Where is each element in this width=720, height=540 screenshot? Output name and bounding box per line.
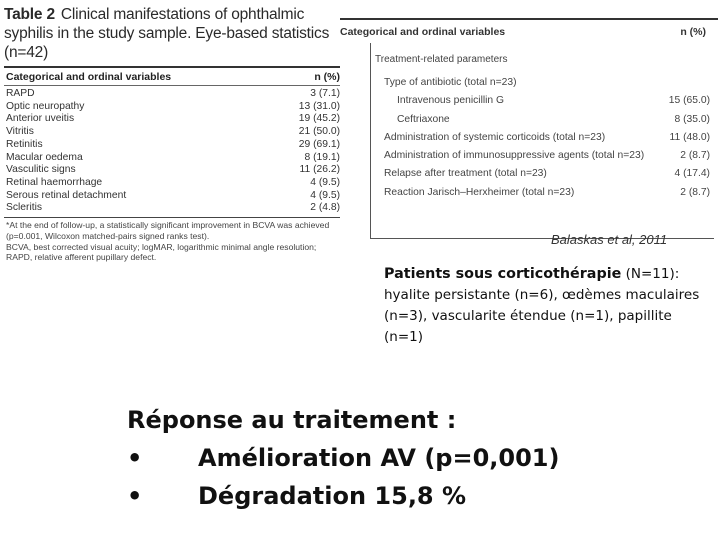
row-value — [656, 74, 710, 92]
row-label: Scleritis — [6, 202, 43, 214]
row-label: Reaction Jarisch–Herxheimer (total n=23) — [384, 186, 575, 198]
table-row — [4, 177, 340, 190]
table-row — [4, 152, 340, 165]
list-item — [127, 439, 559, 477]
row-label: Administration of systemic corticoids (total n=23) — [384, 131, 606, 143]
corticotherapy-heading: Patients sous corticothérapie — [384, 266, 622, 282]
row-value: 2 (4.8) — [310, 202, 340, 214]
table-row — [384, 147, 710, 165]
row-label: Intravenous penicillin G — [397, 95, 505, 107]
row-value: 3 (7.1) — [310, 88, 340, 99]
column-header-n: n (%) — [680, 26, 706, 38]
table-2-title — [4, 5, 340, 62]
column-header-n: n (%) — [314, 71, 340, 83]
row-label: Macular oedema — [6, 151, 83, 163]
column-header-variable: Categorical and ordinal variables — [6, 71, 172, 83]
row-value: 8 (35.0) — [674, 113, 710, 125]
table-row — [384, 74, 710, 92]
row-value: 4 (9.5) — [310, 176, 340, 188]
response-title: Réponse au traitement : — [127, 406, 457, 434]
table-row — [384, 111, 710, 129]
row-label: Administration of immunosuppressive agents (total n=23) — [384, 150, 645, 162]
row-value: 13 (31.0) — [298, 100, 340, 112]
row-value: 4 (9.5) — [310, 189, 340, 201]
table-row — [4, 113, 340, 126]
table-2-footnote — [4, 218, 340, 263]
row-label: Relapse after treatment (total n=23) — [384, 168, 547, 180]
row-label: Optic neuropathy — [6, 100, 85, 112]
citation: Balaskas et al, 2011 — [551, 232, 668, 247]
column-header-variable: Categorical and ordinal variables — [340, 26, 506, 38]
table-row — [4, 164, 340, 177]
table-row — [4, 190, 340, 203]
corticotherapy-heading-line — [384, 264, 714, 285]
table-2-body — [4, 86, 340, 218]
row-label: Type of antibiotic (total n=23) — [384, 77, 517, 88]
corticotherapy-detail: hyalite persistante (n=6), œdèmes maculaires (n=3), vascularite étendue (n=1), papillite (n=1) — [384, 287, 700, 345]
bullet-icon: • — [127, 482, 143, 510]
table-3 — [340, 18, 718, 223]
row-value: 2 (8.7) — [680, 150, 710, 162]
table-row — [384, 129, 710, 147]
row-label: Retinal haemorrhage — [6, 176, 103, 188]
row-value: 29 (69.1) — [298, 138, 340, 150]
table-2-header — [4, 66, 340, 86]
row-value: 11 (48.0) — [669, 131, 710, 143]
table-row — [4, 88, 340, 101]
row-label: Vasculitic signs — [6, 164, 76, 176]
table-row — [4, 139, 340, 152]
row-value: 8 (19.1) — [304, 151, 340, 163]
row-label: Retinitis — [6, 138, 43, 150]
table-row — [384, 184, 710, 202]
row-label: Vitritis — [6, 126, 34, 138]
row-value: 21 (50.0) — [298, 126, 340, 138]
row-label: Ceftriaxone — [397, 113, 450, 125]
treatment-response — [127, 401, 559, 515]
footnote-abbreviations: BCVA, best corrected visual acuity; logMAR, logarithmic minimal angle resolution; RAPD, relative afferent pupillary defect. — [6, 241, 317, 263]
table-row — [384, 92, 710, 110]
row-value: 19 (45.2) — [298, 113, 340, 125]
corticotherapy-count: (N=11): — [625, 266, 680, 282]
table-2 — [4, 5, 340, 263]
row-value: 11 (26.2) — [299, 164, 340, 176]
table-row — [4, 126, 340, 139]
response-improvement: Amélioration AV (p=0,001) — [198, 444, 560, 472]
corticotherapy-block — [384, 264, 714, 348]
table-2-caption: Clinical manifestations of ophthalmic syphilis in the study sample. Eye-based statistics (n=42) — [4, 6, 330, 61]
response-degradation: Dégradation 15,8 % — [198, 482, 467, 510]
table-row — [4, 101, 340, 114]
row-label: Anterior uveitis — [6, 113, 75, 125]
table-row — [384, 165, 710, 183]
table-row — [4, 202, 340, 215]
row-value: 4 (17.4) — [674, 168, 710, 180]
table-3-header — [340, 18, 718, 42]
table-3-body — [384, 74, 710, 202]
bullet-icon: • — [127, 444, 143, 472]
row-label: Serous retinal detachment — [6, 189, 127, 201]
row-value: 2 (8.7) — [680, 186, 710, 198]
footnote-significance: *At the end of follow-up, a statistically significant improvement in BCVA was achieved (p=0.001, Wilcoxon matched-pairs signed ranks test). — [6, 220, 330, 241]
list-item — [127, 477, 559, 515]
row-label: RAPD — [6, 88, 35, 99]
table-3-section-title: Treatment-related parameters — [375, 54, 508, 65]
row-value: 15 (65.0) — [668, 95, 710, 107]
table-2-label: Table 2 — [4, 6, 55, 23]
